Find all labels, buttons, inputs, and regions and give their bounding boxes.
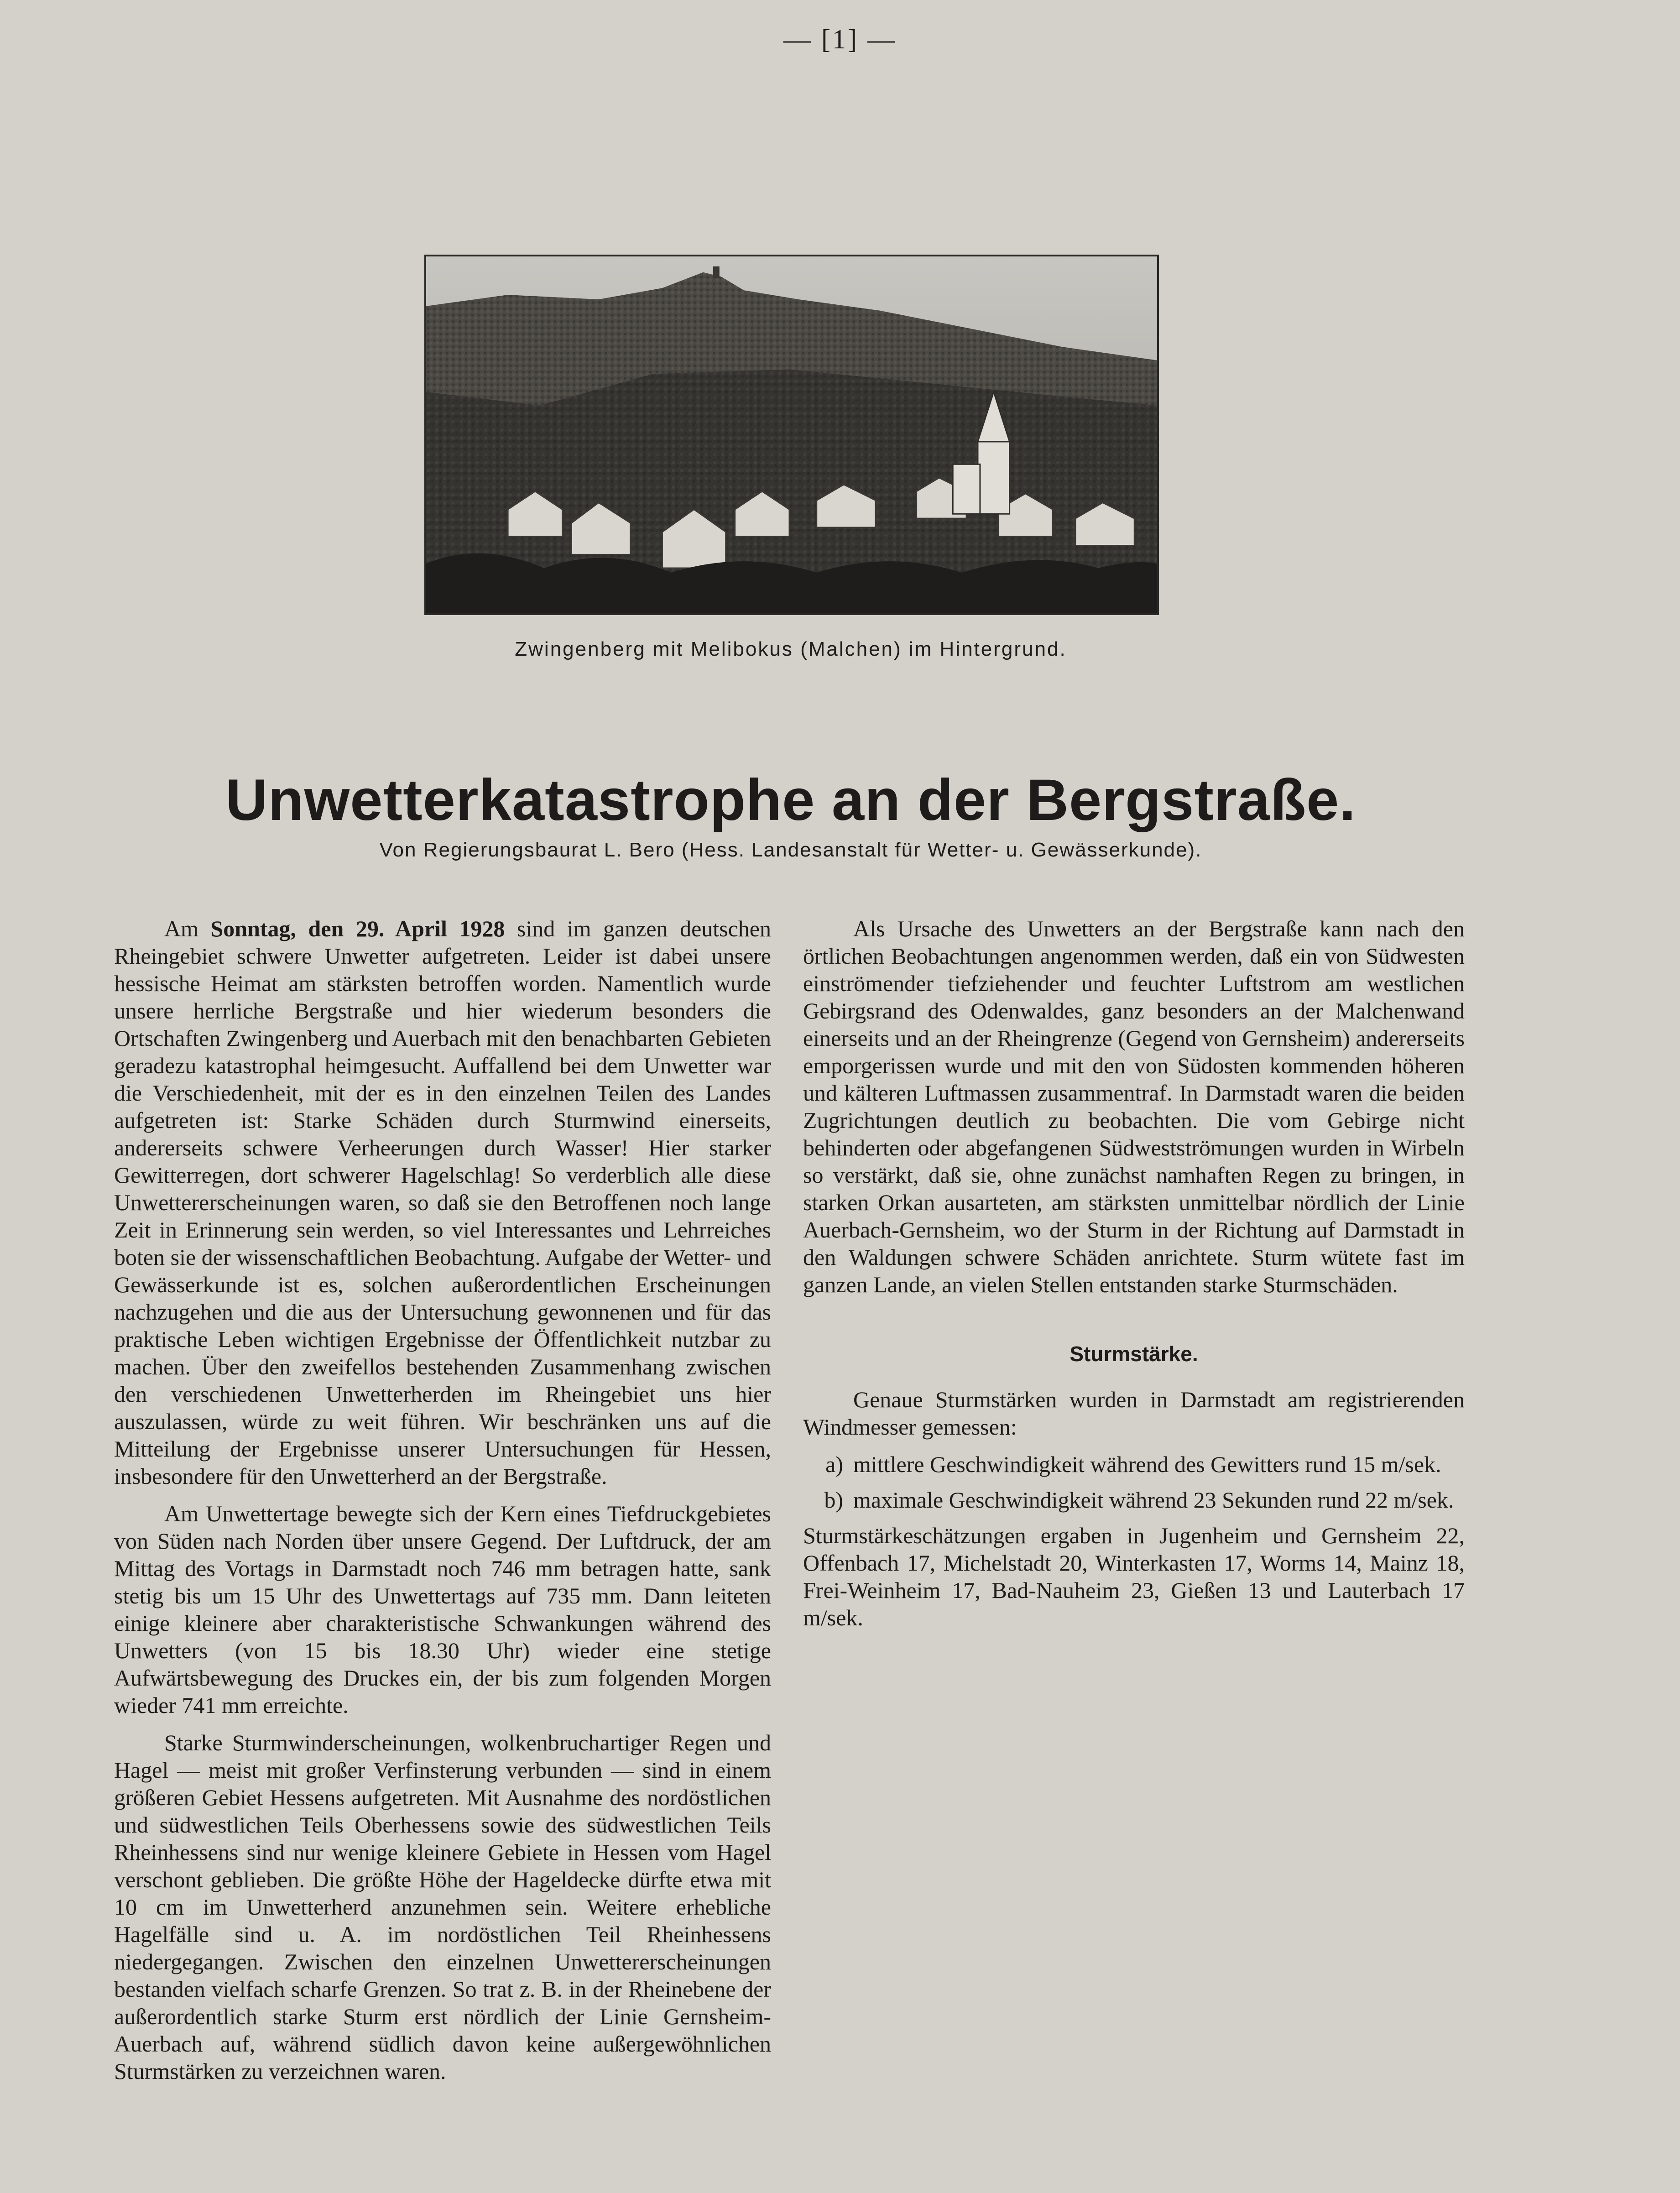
- figure-photo: [424, 255, 1159, 615]
- section-heading: Sturmstärke.: [1070, 1342, 1198, 1366]
- article-title: Unwetterkatastrophe an der Bergstraße.: [225, 768, 1356, 833]
- paragraph-5: Genaue Sturmstärken wurden in Darmstadt am registrierenden Windmesser gemessen:: [803, 1387, 1465, 1440]
- article-byline: Von Regierungsbaurat L. Bero (Hess. Landesanstalt für Wetter- u. Gewässerkunde).: [379, 839, 1202, 861]
- tower: [713, 266, 720, 278]
- landscape-illustration: [426, 256, 1157, 613]
- column-left: [114, 915, 771, 2095]
- date-emphasis: Sonntag, den 29. April 1928: [210, 916, 505, 941]
- list-text: maximale Geschwindigkeit während 23 Sekunden rund 22 m/sek.: [853, 1487, 1454, 1513]
- list-item: [803, 1486, 1465, 1514]
- paragraph-3: Starke Sturmwinderscheinungen, wolkenbruchartiger Regen und Hagel — meist mit großer Verfinsterung verbunden — sind in einem größeren Gebiet Hessens aufgetreten. Mit Ausnahme des nordöstlichen und südwestlichen Teils Oberhessens sowie des südwestlichen Teils Rheinhessens sind nur wenige kleinere Gebiete in Hessen vom Hagel verschont geblieben. Die größte Höhe der Hageldecke dürfte etwa mit 10 cm im Unwetterherd anzunehmen sein. Weitere erhebliche Hagelfälle sind u. A. im nordöstlichen Teil Rheinhessens niedergegangen. Zwischen den einzelnen Unwettererscheinungen bestanden vielfach scharfe Grenzen. So trat z. B. in der Rheinebene der außerordentlich starke Sturm erst nördlich der Linie Gernsheim-Auerbach auf, während südlich davon keine außergewöhnlichen Sturmstärken zu verzeichnen waren.: [114, 1730, 771, 2084]
- paragraph-2: Am Unwettertage bewegte sich der Kern eines Tiefdruckgebietes von Süden nach Norden über unsere Gegend. Der Luftdruck, der am Mittag des Vortags in Darmstadt noch 746 mm betragen hatte, sank stetig bis um 15 Uhr des Unwettertags auf 735 mm. Dann leiteten einige kleinere aber charakteristische Schwankungen während des Unwetters (von 15 bis 18.30 Uhr) wieder eine stetige Aufwärtsbewegung des Druckes ein, der bis zum folgenden Morgen wieder 741 mm erreichte.: [114, 1501, 771, 1718]
- figure-caption: Zwingenberg mit Melibokus (Malchen) im Hintergrund.: [515, 638, 1067, 660]
- paragraph-6: Sturmstärkeschätzungen ergaben in Jugenheim und Gernsheim 22, Offenbach 17, Michelstadt 20, Winterkasten 17, Worms 14, Mainz 18, Frei-Weinheim 17, Bad-Nauheim 23, Gießen 13 und Lauterbach 17 m/sek.: [803, 1523, 1465, 1630]
- page-number: — [1] —: [783, 24, 897, 54]
- column-right: [803, 915, 1465, 1641]
- paragraph-1: Am Sonntag, den 29. April 1928 sind im ganzen deutschen Rheingebiet schwere Unwetter aufgetreten. Leider ist dabei unsere hessische Heimat am stärksten betroffen worden. Namentlich wurde unsere herrliche Bergstraße und hier wiederum besonders die Ortschaften Zwingenberg und Auerbach mit den benachbarten Gebieten geradezu katastrophal heimgesucht. Auffallend bei dem Unwetter war die Verschiedenheit, mit der es in den einzelnen Teilen des Landes aufgetreten ist: Starke Schäden durch Sturmwind einerseits, andererseits schwere Verheerungen durch Wasser! Hier starker Gewitterregen, dort schwerer Hagelschlag! So verderblich alle diese Unwettererscheinungen waren, so daß sie den Betroffenen noch lange Zeit in Erinnerung sein werden, so viel Interessantes und Lehrreiches boten sie der wissenschaftlichen Beobachtung. Aufgabe der Wetter- und Gewässerkunde ist es, solchen außerordentlichen Erscheinungen nachzugehen und die aus der Untersuchung gewonnenen und für das praktische Leben wichtigen Ergebnisse der Öffentlichkeit nutzbar zu machen. Über den zweifellos bestehenden Zusammenhang zwischen den verschiedenen Unwetterherden im Rheingebiet uns hier auszulassen, würde zu weit führen. Wir beschränken uns auf die Mitteilung der Ergebnisse unserer Untersuchungen für Hessen, insbesondere für den Unwetterherd an der Bergstraße.: [114, 916, 772, 1489]
- list-text: mittlere Geschwindigkeit während des Gewitters rund 15 m/sek.: [853, 1452, 1441, 1477]
- list-marker: b): [824, 1487, 843, 1513]
- list-marker: a): [825, 1452, 843, 1477]
- paragraph-4: Als Ursache des Unwetters an der Bergstraße kann nach den örtlichen Beobachtungen angenommen werden, daß ein von Südwesten einströmender tiefziehender und feuchter Luftstrom am westlichen Gebirgsrand des Odenwaldes, ganz besonders an der Malchenwand einerseits und an der Rheingrenze (Gegend von Gernsheim) andererseits emporgerissen wurde und mit den von Südosten kommenden höheren und kälteren Luftmassen zusammentraf. In Darmstadt waren die beiden Zugrichtungen deutlich zu beobachten. Die vom Gebirge nicht behinderten oder abgefangenen Südwestströmungen wurden in Wirbeln so verstärkt, daß sie, ohne zunächst namhaften Regen zu bringen, in starken Orkan ausarteten, am stärksten unmittelbar nördlich der Linie Auerbach-Gernsheim, wo der Sturm in der Richtung auf Darmstadt in den Waldungen schwere Schäden anrichtete. Sturm wütete fast im ganzen Lande, an vielen Stellen entstanden starke Sturmschäden.: [803, 916, 1465, 1297]
- list-item: [803, 1451, 1465, 1478]
